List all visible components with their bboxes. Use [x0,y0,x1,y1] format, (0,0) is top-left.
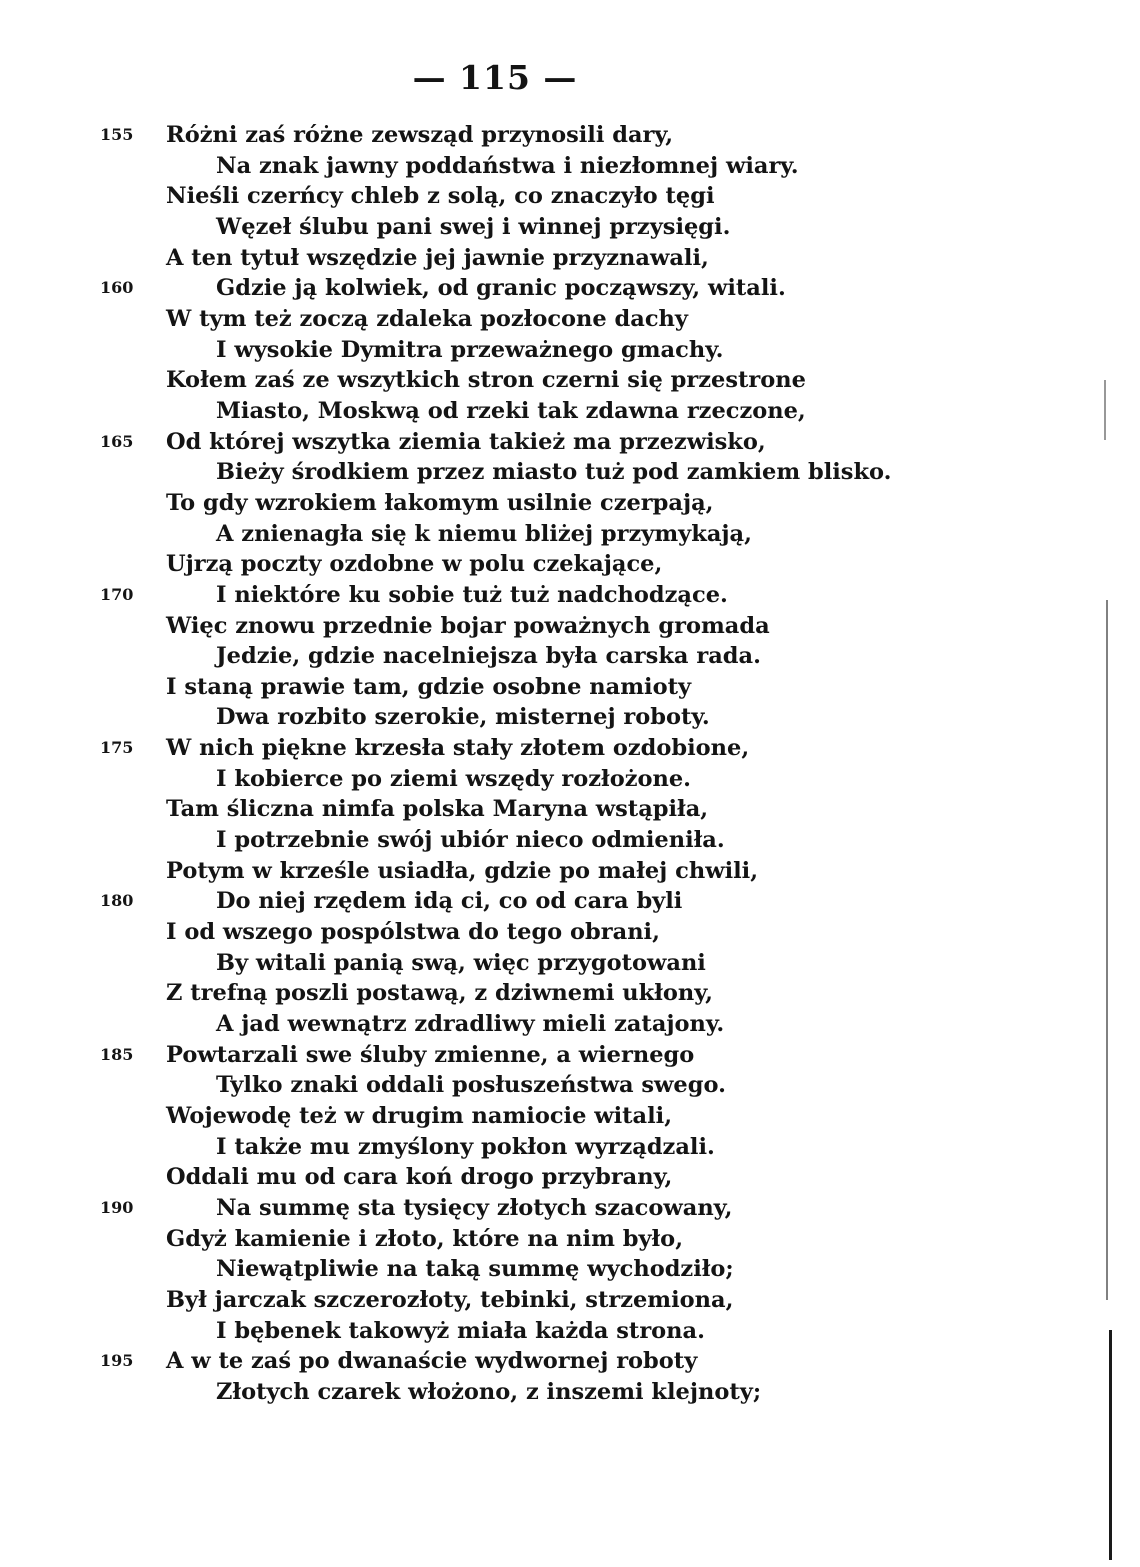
poem-line [0,917,1140,948]
line-text: I bębenek takowyż miała każda strona. [216,1317,705,1344]
poem-line [0,1316,1140,1347]
poem-line [0,1132,1140,1163]
poem-line [0,212,1140,243]
line-text: Do niej rzędem idą ci, co od cara byli [216,888,683,915]
line-text: Ujrzą poczty ozdobne w polu czekające, [166,551,663,578]
line-text: Dwa rozbito szerokie, misternej roboty. [216,704,710,731]
line-text: I kobierce po ziemi wszędy rozłożone. [216,765,692,792]
poem-line [0,181,1140,212]
line-text: I niektóre ku sobie tuż tuż nadchodzące. [216,581,728,608]
line-text: Tylko znaki oddali posłuszeństwa swego. [216,1072,726,1099]
poem-line [0,457,1140,488]
line-text: Jedzie, gdzie nacelniejsza była carska rada. [216,643,761,670]
poem-line [0,335,1140,366]
poem-line [0,611,1140,642]
poem-line [0,672,1140,703]
line-text: A znienagła się k niemu bliżej przymykają, [216,520,752,547]
poem-line [0,1377,1140,1408]
line-text: A w te zaś po dwanaście wydwornej roboty [166,1348,698,1375]
line-text: Potym w krześle usiadła, gdzie po małej chwili, [166,857,759,884]
poem-line [0,120,1140,151]
line-text: Niewątpliwie na taką summę wychodziło; [216,1256,734,1283]
line-text: Tam śliczna nimfa polska Maryna wstąpiła, [166,796,709,823]
poem-line [0,1040,1140,1071]
line-number: 180 [100,891,134,911]
line-text: Różni zaś różne zewsząd przynosili dary, [166,122,674,148]
poem-line [0,1285,1140,1316]
line-text: To gdy wzrokiem łakomym usilnie czerpają, [166,489,714,516]
line-text: Gdzie ją kolwiek, od granic począwszy, witali. [216,275,786,302]
line-text: Na summę sta tysięcy złotych szacowany, [216,1194,733,1221]
line-number: 155 [100,125,134,144]
poem-line [0,1193,1140,1224]
poem-line [0,549,1140,580]
poem-line [0,794,1140,825]
line-number: 170 [100,584,134,604]
line-text: Na znak jawny poddaństwa i niezłomnej wiary. [216,152,799,179]
line-text: By witali panią swą, więc przygotowani [216,949,706,976]
line-text: I potrzebnie swój ubiór nieco odmieniła. [216,827,725,854]
poem-line [0,396,1140,427]
line-text: I wysokie Dymitra przeważnego gmachy. [216,336,724,363]
poem-line [0,764,1140,795]
line-text: Gdyż kamienie i złoto, które na nim było, [166,1225,684,1252]
poem-line [0,519,1140,550]
line-text: Kołem zaś ze wszytkich stron czerni się przestrone [166,367,806,394]
poem-line [0,702,1140,733]
line-text: Bieży środkiem przez miasto tuż pod zamkiem blisko. [216,459,892,486]
poem-line [0,1254,1140,1285]
binding-edge-mark [1106,600,1108,1300]
poem-line [0,856,1140,887]
poem-line [0,365,1140,396]
line-number: 165 [100,431,134,451]
poem-line [0,580,1140,611]
line-text: I staną prawie tam, gdzie osobne namioty [166,673,692,700]
line-text: Z trefną poszli postawą, z dziwnemi ukłony, [166,980,713,1007]
poem-line [0,886,1140,917]
line-text: Więc znowu przednie bojar poważnych gromada [166,612,770,639]
line-number: 185 [100,1044,134,1064]
poem-line [0,825,1140,856]
line-text: A ten tytuł wszędzie jej jawnie przyznawali, [166,244,709,271]
poem-line [0,243,1140,274]
line-text: Był jarczak szczerozłoty, tebinki, strzemiona, [166,1286,734,1313]
line-text: A jad wewnątrz zdradliwy mieli zatajony. [216,1011,725,1038]
line-text: I także mu zmyślony pokłon wyrządzali. [216,1133,715,1160]
line-text: Wojewodę też w drugim namiocie witali, [166,1103,673,1129]
line-text: Węzeł ślubu pani swej i winnej przysięgi. [216,213,731,240]
poem-line [0,427,1140,458]
line-text: Powtarzali swe śluby zmienne, a wiernego [166,1041,695,1068]
poem-line [0,273,1140,304]
poem-text [0,120,1140,1408]
poem-line [0,1162,1140,1193]
line-text: I od wszego pospólstwa do tego obrani, [166,919,660,946]
line-text: Miasto, Moskwą od rzeki tak zdawna rzeczone, [216,397,806,424]
line-text: W nich piękne krzesła stały złotem ozdobione, [166,735,750,762]
poem-line [0,1224,1140,1255]
poem-line [0,488,1140,519]
poem-line [0,1009,1140,1040]
line-number: 190 [100,1197,134,1217]
binding-edge-mark [1104,380,1106,440]
line-text: Od której wszytka ziemia takież ma przezwisko, [166,428,766,455]
binding-edge-mark [1109,1330,1112,1560]
line-text: Złotych czarek włożono, z inszemi klejnoty; [216,1378,762,1405]
poem-line [0,1346,1140,1377]
line-number: 175 [100,738,134,758]
poem-line [0,733,1140,764]
poem-line [0,151,1140,182]
poem-line [0,978,1140,1009]
poem-line [0,304,1140,335]
poem-line [0,948,1140,979]
line-text: Nieśli czerńcy chleb z solą, co znaczyło tęgi [166,183,715,210]
poem-line [0,641,1140,672]
page-number: — 115 — [412,58,578,97]
poem-line [0,1101,1140,1132]
line-text: Oddali mu od cara koń drogo przybrany, [166,1164,673,1191]
line-number: 160 [100,278,134,298]
line-number: 195 [100,1351,134,1371]
poem-line [0,1070,1140,1101]
line-text: W tym też zoczą zdaleka pozłocone dachy [166,305,688,332]
